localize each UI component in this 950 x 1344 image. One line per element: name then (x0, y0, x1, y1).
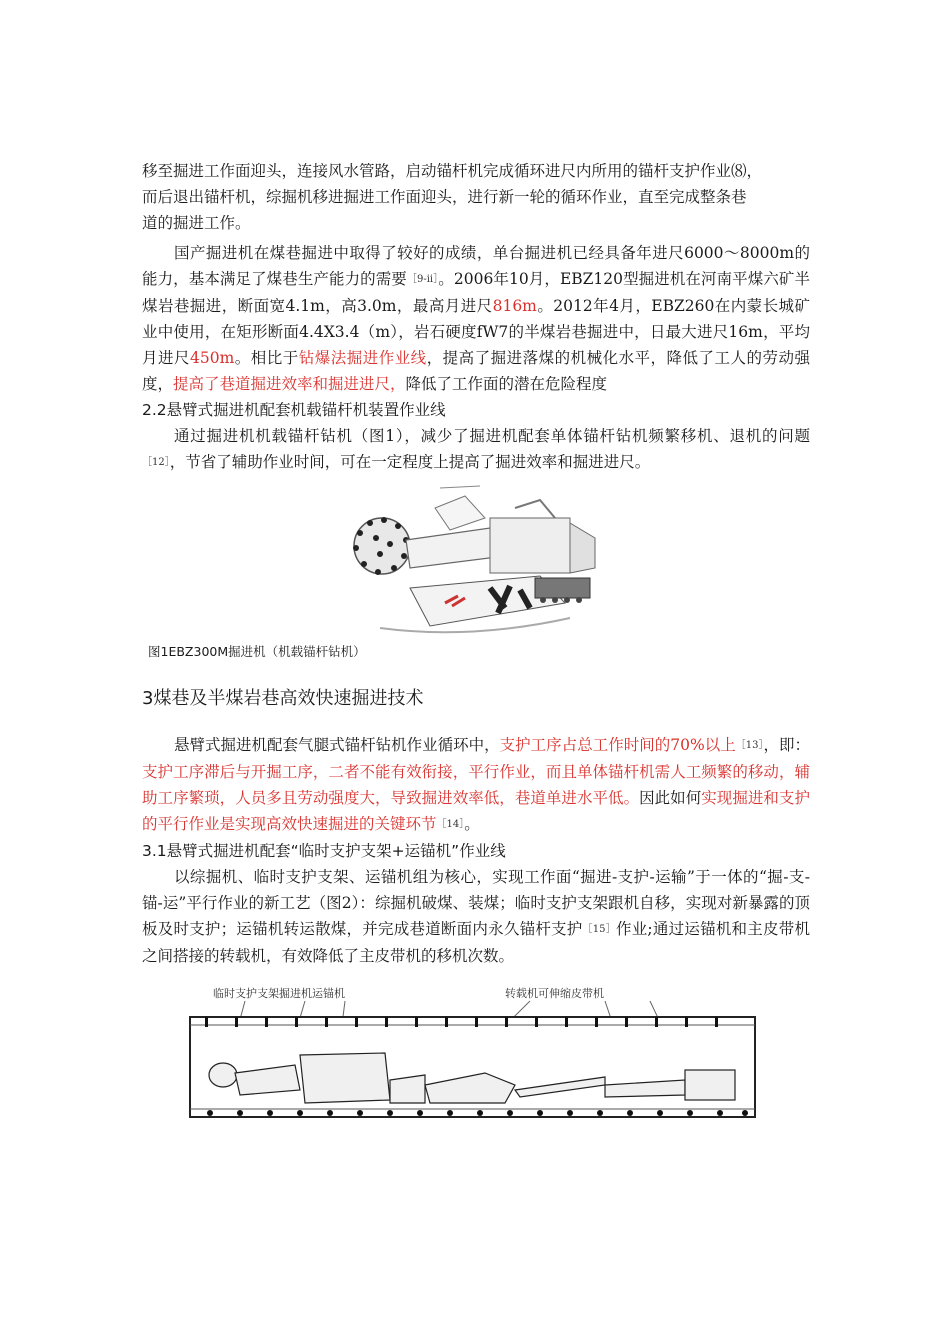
text-run: ，提高了掘进落煤的机械化水平，降低了工人的劳动强度， (142, 349, 810, 393)
citation: ［12］ (142, 457, 170, 468)
section-heading-3-1: 3.1悬臂式掘进机配套“临时支护支架+运锚机”作业线 (142, 842, 506, 860)
citation: ［9-ii］ (406, 274, 439, 285)
text-run: 。相比于 (234, 349, 299, 367)
line: 而后退出锚杆机，综掘机移进掘进工作面迎头，进行新一轮的循环作业，直至完成整条巷 (142, 188, 747, 206)
text-run: ，即： (763, 736, 810, 754)
text-run: 。2006年10月，EBZ120型掘进机在河南平煤六矿半煤岩巷掘进，断面宽4.1m，高3.0m，最高月进尺 (142, 270, 811, 315)
roadheader-machine (353, 486, 595, 632)
text-run: 作业;通过运锚机和主皮带机之间搭接的转载机，有效降低了主皮带机的移机次数。 (142, 920, 810, 965)
paragraph-parallel-process (142, 864, 810, 969)
text-run: 国产掘进机在煤巷掘进中取得了较好的成绩，单台掘进机已经具备年进尺6000～8000m的能力，基本满足了煤巷生产能力的需要 (142, 244, 810, 288)
paragraph-cantilever-cycle (142, 732, 810, 838)
highlight-text: 450m (189, 349, 235, 367)
highlight-text: 816m (492, 297, 537, 315)
paragraph-onboard-bolter (142, 423, 810, 476)
figure1-caption: 图1EBZ300M掘进机（机载锚杆钻机） (148, 644, 366, 659)
highlight-text: 钻爆法掘进作业线 (298, 349, 427, 367)
section-heading-3: 3煤巷及半煤岩巷高效快速掘进技术 (142, 688, 424, 709)
highlight-text: 支护工序滞后与开掘工序，二者不能有效衔接，平行作业，而且单体锚杆机需人工频繁的移动，辅助工序繁琐，人员多且劳动强度大，导致掘进效率低，巷道单进水平低。 (142, 763, 810, 807)
text-run: 通过掘进机机载锚杆钻机（图1），减少了掘进机配套单体锚杆钻机频繁移机、退机的问题 (174, 427, 810, 445)
line: 道的掘进工作。 (142, 214, 251, 232)
text-run: 因此如何 (639, 789, 702, 807)
text-run: ，节省了辅助作业时间，可在一定程度上提高了掘进效率和掘进进尺。 (169, 453, 651, 471)
text-run: 以综掘机、临时支护支架、运锚机组为核心，实现工作面“掘进-支护-运输”于一体的“掘-支-锚-运”平行作业的新工艺（图2）：综掘机破煤、装煤；临时支护支架跟机自移，实现对新暴露的顶板及时支护；运锚机转运散煤，并完成巷道断面内永久锚杆支护 (142, 868, 810, 938)
highlight-text: 实现掘进和支护的平行作业是实现高效快速掘进的关键环节 (142, 789, 810, 833)
figure2-label-left: 临时支护支架掘进机运锚机 (213, 987, 345, 1000)
citation: ［15］ (582, 924, 616, 935)
figure2-label-right: 转载机可伸缩皮带机 (505, 987, 604, 1000)
section-heading-2-2: 2.2悬臂式掘进机配套机载锚杆机装置作业线 (142, 401, 446, 419)
tunnel-layout-figure (185, 985, 760, 1133)
line: 移至掘进工作面迎头，连接风水管路，启动锚杆机完成循环进尺内所用的锚杆支护作业⑻， (142, 162, 763, 180)
continued-paragraph (142, 158, 810, 236)
body-text-bottom (142, 732, 810, 969)
text-run: 。2012年4月，EBZ260在内蒙长城矿业中使用，在矩形断面4.4X3.4（m），岩石硬度fW7的半煤岩巷掘进中，日最大进尺16m，平均月进尺 (142, 297, 810, 367)
paragraph-domestic-roadheader (142, 240, 810, 397)
citation: ［13］ (735, 740, 764, 751)
text-run: 悬臂式掘进机配套气腿式锚杆钻机作业循环中， (174, 736, 500, 754)
text-run: 。 (464, 815, 480, 833)
highlight-text: 支护工序占总工作时间的70%以上 (499, 736, 736, 754)
body-text-top (142, 158, 810, 476)
highlight-text: 提高了巷道掘进效率和掘进进尺， (173, 375, 406, 393)
text-run: 降低了工作面的潜在危险程度 (405, 375, 608, 393)
citation: ［14］ (436, 819, 465, 830)
roadheader-figure (340, 478, 610, 643)
